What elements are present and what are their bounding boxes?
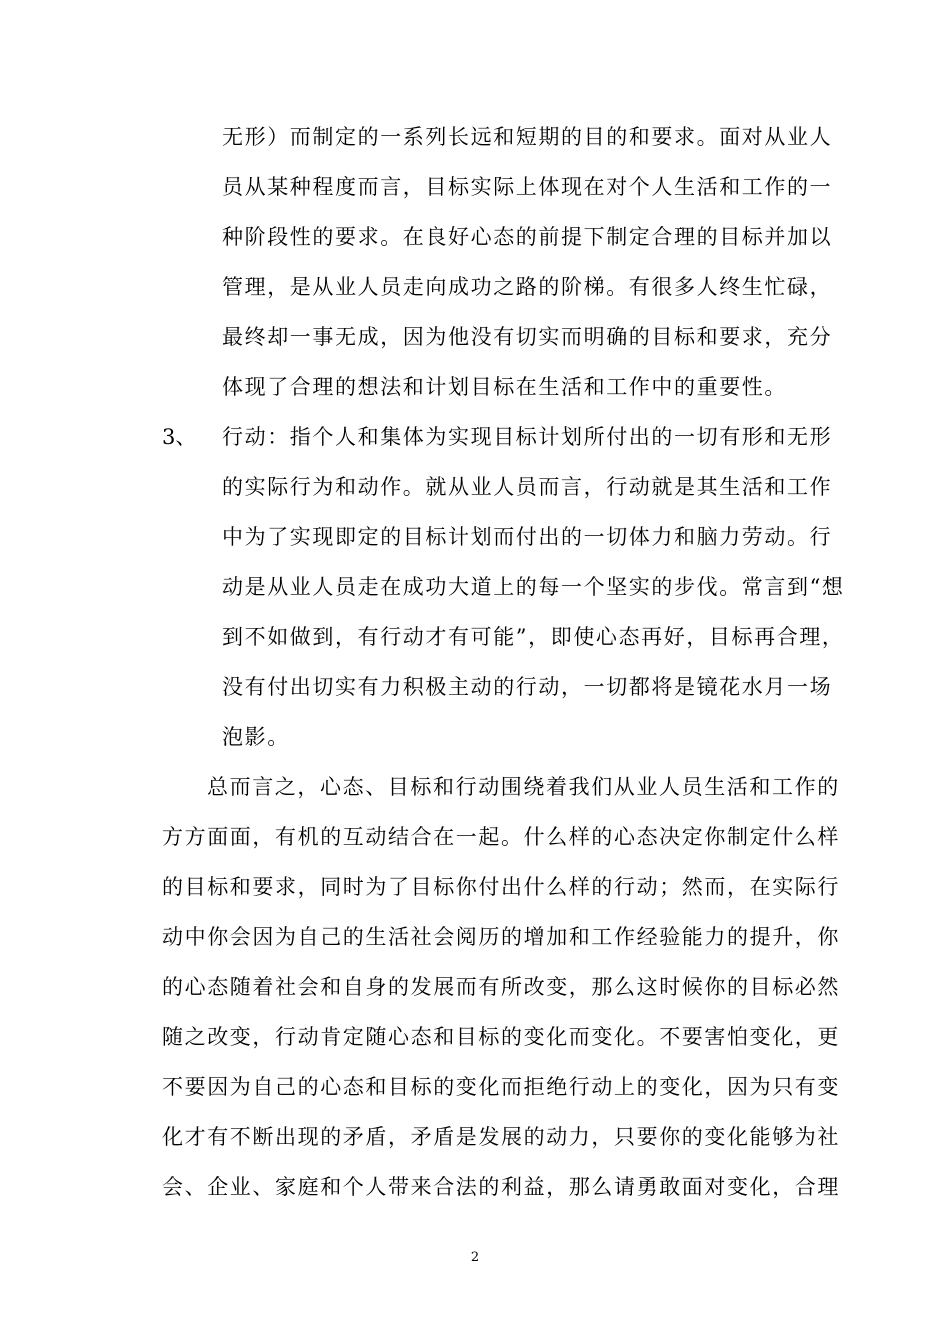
text-line: 种阶段性的要求。在良好心态的前提下制定合理的目标并加以 <box>222 225 833 249</box>
text-line: 的目标和要求，同时为了目标你付出什么样的行动；然而，在实际行 <box>162 875 840 899</box>
text-line: 没有付出切实有力积极主动的行动，一切都将是镜花水月一场 <box>222 675 833 699</box>
text-line: 行动：指个人和集体为实现目标计划所付出的一切有形和无形 <box>222 425 833 449</box>
text-line: 化才有不断出现的矛盾，矛盾是发展的动力，只要你的变化能够为社 <box>162 1125 840 1149</box>
text-line: 的心态随着社会和自身的发展而有所改变，那么这时候你的目标必然 <box>162 975 840 999</box>
text-line: 动中你会因为自己的生活社会阅历的增加和工作经验能力的提升，你 <box>162 925 840 949</box>
text-line: 随之改变，行动肯定随心态和目标的变化而变化。不要害怕变化，更 <box>162 1025 840 1049</box>
text-line: 泡影。 <box>222 725 290 749</box>
text-line: 最终却一事无成，因为他没有切实而明确的目标和要求，充分 <box>222 325 833 349</box>
text-line: 的实际行为和动作。就从业人员而言，行动就是其生活和工作 <box>222 475 833 499</box>
text-line: 会、企业、家庭和个人带来合法的利益，那么请勇敢面对变化，合理 <box>162 1175 840 1199</box>
text-line: 动是从业人员走在成功大道上的每一个坚实的步伐。常言到“想 <box>222 575 845 599</box>
text-line: 体现了合理的想法和计划目标在生活和工作中的重要性。 <box>222 375 787 399</box>
page-number: 2 <box>470 1250 480 1265</box>
text-line: 中为了实现即定的目标计划而付出的一切体力和脑力劳动。行 <box>222 525 833 549</box>
text-line: 不要因为自己的心态和目标的变化而拒绝行动上的变化，因为只有变 <box>162 1075 840 1099</box>
text-line: 无形）而制定的一系列长远和短期的目的和要求。面对从业人 <box>222 125 833 149</box>
text-line: 总而言之，心态、目标和行动围绕着我们从业人员生活和工作的 <box>207 775 840 799</box>
list-number: 3、 <box>162 425 197 449</box>
text-line: 方方面面，有机的互动结合在一起。什么样的心态决定你制定什么样 <box>162 825 840 849</box>
text-line: 员从某种程度而言，目标实际上体现在对个人生活和工作的一 <box>222 175 833 199</box>
text-line: 管理，是从业人员走向成功之路的阶梯。有很多人终生忙碌， <box>222 275 833 299</box>
text-line: 到不如做到，有行动才有可能”，即使心态再好，目标再合理， <box>222 625 845 649</box>
